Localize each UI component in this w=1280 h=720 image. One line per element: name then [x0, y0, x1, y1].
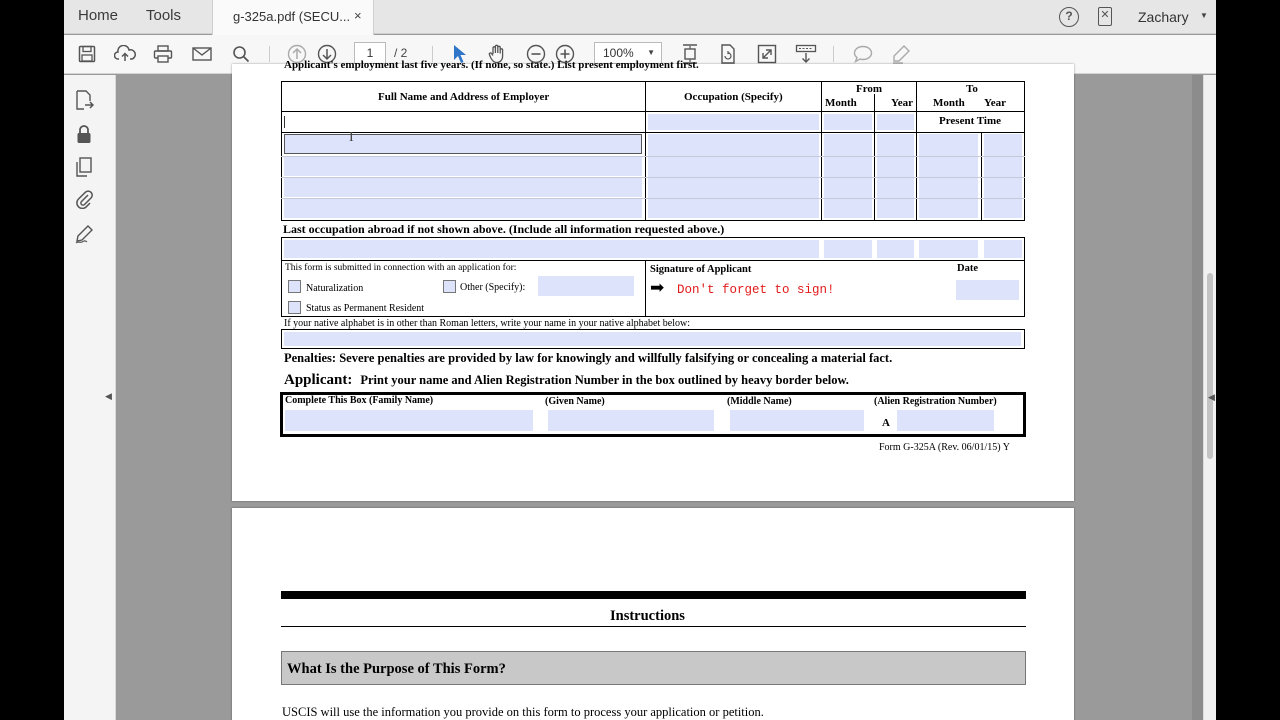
help-icon[interactable]: ? [1059, 7, 1079, 27]
scrollbar-thumb[interactable] [1207, 273, 1213, 459]
highlight-pen-icon[interactable] [890, 42, 912, 66]
native-alphabet-field[interactable] [284, 332, 1021, 346]
last-occupation-to-year-field[interactable] [984, 240, 1022, 258]
employer-field-3[interactable] [284, 157, 642, 176]
pdf-page-1 [232, 59, 1074, 501]
occupation-field-1[interactable] [648, 114, 819, 130]
family-name-field[interactable] [285, 410, 533, 431]
zoom-value: 100% [603, 46, 634, 60]
fill-sign-icon[interactable] [73, 223, 95, 245]
scroll-mode-icon[interactable] [795, 42, 817, 66]
mobile-link-icon[interactable]: ✕ [1098, 7, 1112, 26]
form-id: Form G-325A (Rev. 06/01/15) Y [879, 442, 1010, 453]
from-year-fields[interactable] [877, 134, 914, 218]
sign-reminder: Don't forget to sign! [677, 283, 835, 297]
employer-field-4[interactable] [284, 178, 642, 197]
date-label: Date [957, 263, 978, 274]
to-month-fields[interactable] [919, 134, 978, 218]
other-label: Other (Specify): [460, 282, 526, 293]
purpose-heading: What Is the Purpose of This Form? [287, 661, 506, 677]
employment-heading-clipped: Applicant's employment last five years. (If none, so state.) List present employment first. [284, 59, 699, 71]
employer-field-2[interactable] [284, 134, 642, 154]
instructions-heading: Instructions [610, 608, 685, 624]
last-occupation-from-month-field[interactable] [824, 240, 872, 258]
text-cursor [284, 116, 285, 128]
naturalization-checkbox[interactable] [288, 280, 301, 293]
alien-number-field[interactable] [897, 410, 994, 431]
other-specify-field[interactable] [538, 276, 634, 296]
permanent-resident-label: Status as Permanent Resident [306, 303, 425, 314]
date-field[interactable] [956, 280, 1019, 300]
document-tab-label: g-325a.pdf (SECU... [233, 9, 351, 24]
organize-pages-icon[interactable] [73, 156, 95, 178]
purpose-text: USCIS will use the information you provide on this form to process your application or petition. [282, 705, 764, 719]
present-time-label: Present Time [939, 115, 1002, 127]
from-month-fields[interactable] [824, 134, 872, 218]
tab-bar [64, 0, 1216, 34]
column-from-month: Month [825, 97, 857, 109]
other-checkbox[interactable] [443, 280, 456, 293]
middle-name-field[interactable] [730, 410, 864, 431]
alien-number-label: (Alien Registration Number) [874, 396, 997, 407]
given-name-field[interactable] [548, 410, 714, 431]
last-occupation-label: Last occupation abroad if not shown above. (Include all information requested above.) [283, 222, 725, 236]
full-screen-icon[interactable] [756, 42, 778, 66]
applicant-heading: Applicant: [284, 372, 353, 388]
column-from-year: Year [891, 97, 913, 109]
to-year-fields[interactable] [984, 134, 1022, 218]
attachment-icon[interactable] [73, 188, 95, 210]
permanent-resident-checkbox[interactable] [288, 301, 301, 314]
acrobat-window [64, 0, 1216, 720]
expand-right-panel-icon[interactable]: ◀ [1208, 392, 1215, 402]
document-tab[interactable] [212, 0, 374, 35]
column-to-month: Month [933, 97, 965, 109]
save-icon[interactable] [76, 42, 98, 66]
chevron-down-icon[interactable]: ▼ [1200, 11, 1208, 20]
applicant-instruction [284, 371, 849, 389]
alien-prefix: A [882, 417, 890, 429]
close-tab-icon[interactable]: × [354, 8, 362, 23]
last-occupation-from-year-field[interactable] [877, 240, 914, 258]
arrow-right-icon: ➡ [650, 278, 665, 297]
column-occupation: Occupation (Specify) [684, 91, 783, 103]
upload-cloud-icon[interactable] [113, 42, 137, 66]
applicant-text: Print your name and Alien Registration Number in the box outlined by heavy border below. [360, 373, 849, 387]
nav-tools[interactable]: Tools [146, 7, 182, 24]
print-icon[interactable] [152, 42, 174, 66]
collapse-left-panel-icon[interactable]: ◀ [105, 391, 112, 401]
page-number-input[interactable]: 1 [354, 42, 386, 64]
comment-icon[interactable] [852, 42, 874, 66]
signature-label: Signature of Applicant [650, 264, 752, 275]
i-beam-cursor: I [349, 130, 354, 145]
left-panel [64, 75, 116, 720]
given-name-label: (Given Name) [545, 396, 605, 407]
user-account[interactable]: Zachary [1138, 9, 1189, 25]
separator [269, 46, 270, 62]
submitted-for-label: This form is submitted in connection with an application for: [285, 263, 517, 273]
page-total: / 2 [394, 46, 408, 60]
employer-field-5[interactable] [284, 199, 642, 218]
nav-home[interactable]: Home [78, 7, 119, 24]
rotate-view-icon[interactable] [717, 42, 739, 66]
chevron-down-icon: ▼ [647, 48, 655, 57]
column-from: From [856, 83, 883, 95]
separator [833, 46, 834, 62]
from-year-field-1[interactable] [877, 114, 914, 130]
last-occupation-employer-field[interactable] [284, 240, 819, 258]
penalties-notice: Penalties: Severe penalties are provided by law for knowingly and willfully falsifying or concealing a material fact. [284, 351, 893, 365]
pdf-page-2 [232, 508, 1074, 720]
naturalization-label: Naturalization [306, 283, 364, 294]
search-icon[interactable] [230, 42, 252, 66]
page-gutter [1192, 75, 1203, 720]
column-to: To [966, 83, 978, 95]
middle-name-label: (Middle Name) [727, 396, 792, 407]
native-alphabet-label: If your native alphabet is in other than Roman letters, write your name in your native alphabet below: [284, 318, 690, 329]
email-icon[interactable] [191, 42, 213, 66]
from-month-field-1[interactable] [824, 114, 872, 130]
column-employer: Full Name and Address of Employer [378, 91, 550, 103]
lock-icon[interactable] [73, 123, 95, 145]
export-pdf-icon[interactable] [73, 89, 95, 111]
last-occupation-to-month-field[interactable] [919, 240, 978, 258]
occupation-fields[interactable] [648, 134, 819, 218]
family-name-label: Complete This Box (Family Name) [285, 395, 434, 406]
column-to-year: Year [984, 97, 1006, 109]
